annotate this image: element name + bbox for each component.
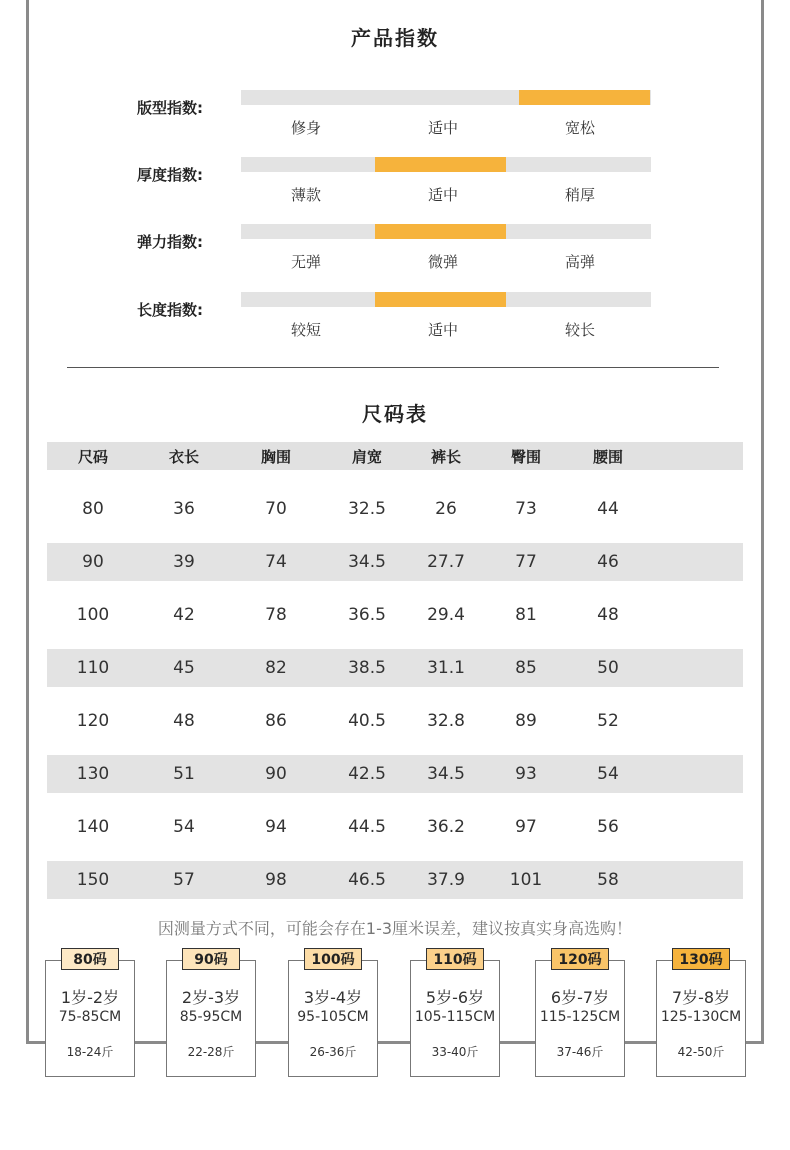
table-cell: 32.8 [427, 711, 465, 731]
table-cell: 36 [173, 499, 195, 519]
size-card-weight: 37-46斤 [556, 1045, 604, 1059]
size-card-age: 7岁-8岁 [671, 988, 731, 1007]
table-cell: 86 [265, 711, 287, 731]
table-cell: 58 [597, 870, 619, 890]
size-card-tag: 120码 [551, 948, 609, 970]
size-card-age: 2岁-3岁 [181, 988, 241, 1007]
measurement-note: 因测量方式不同，可能会存在1-3厘米误差，建议按真实身高选购！ [157, 919, 633, 938]
table-cell: 80 [82, 499, 104, 519]
index-option-label: 宽松 [564, 119, 595, 137]
size-card-tag: 110码 [426, 948, 484, 970]
size-card [45, 960, 135, 1077]
table-cell: 45 [173, 658, 195, 678]
size-card-age: 3岁-4岁 [303, 988, 363, 1007]
table-cell: 82 [265, 658, 287, 678]
table-cell: 36.2 [427, 817, 465, 837]
table-header-cell: 肩宽 [351, 447, 382, 466]
table-cell: 54 [173, 817, 195, 837]
size-card [166, 960, 256, 1077]
table-cell: 74 [265, 552, 287, 572]
size-card-height: 75-85CM [58, 1009, 122, 1025]
size-card-height: 95-105CM [297, 1009, 369, 1025]
table-cell: 140 [76, 817, 110, 837]
table-cell: 57 [173, 870, 195, 890]
size-card [656, 960, 746, 1077]
size-table-header [47, 442, 743, 470]
index-option-label: 高弹 [564, 253, 595, 271]
table-cell: 40.5 [348, 711, 386, 731]
index-option-label: 无弹 [290, 253, 321, 271]
table-cell: 48 [597, 605, 619, 625]
index-label: 弹力指数: [137, 233, 203, 251]
index-option-label: 适中 [427, 186, 458, 204]
index-option-label: 薄款 [290, 186, 321, 204]
index-option-label: 微弹 [427, 253, 458, 271]
table-cell: 26 [435, 499, 457, 519]
table-row [47, 702, 743, 740]
index-bar-highlight [375, 157, 506, 172]
table-row [47, 596, 743, 634]
table-cell: 51 [173, 764, 195, 784]
size-card-tag: 90码 [182, 948, 240, 970]
size-card-age: 5岁-6岁 [425, 988, 485, 1007]
table-cell: 34.5 [348, 552, 386, 572]
index-bar-highlight [519, 90, 650, 105]
table-cell: 46 [597, 552, 619, 572]
size-card-weight: 18-24斤 [66, 1045, 114, 1059]
table-cell: 44 [597, 499, 619, 519]
table-cell: 54 [597, 764, 619, 784]
table-row [47, 490, 743, 528]
size-card-tag: 80码 [61, 948, 119, 970]
index-option-label: 适中 [427, 321, 458, 339]
size-card-tag: 100码 [304, 948, 362, 970]
size-card-height: 105-115CM [414, 1009, 496, 1025]
table-cell: 150 [76, 870, 110, 890]
table-cell: 97 [515, 817, 537, 837]
table-cell: 44.5 [348, 817, 386, 837]
table-header-cell: 尺码 [77, 447, 108, 466]
size-card-height: 85-95CM [179, 1009, 243, 1025]
size-card-weight: 26-36斤 [309, 1045, 357, 1059]
table-header-cell: 衣长 [168, 447, 199, 466]
table-cell: 85 [515, 658, 537, 678]
table-cell: 39 [173, 552, 195, 572]
table-cell: 77 [515, 552, 537, 572]
index-option-label: 适中 [427, 119, 458, 137]
table-header-cell: 胸围 [260, 447, 291, 466]
index-label: 长度指数: [137, 301, 203, 319]
table-header-cell: 腰围 [592, 447, 623, 466]
table-cell: 37.9 [427, 870, 465, 890]
table-cell: 46.5 [348, 870, 386, 890]
table-cell: 90 [82, 552, 104, 572]
frame-bottom-border [26, 1041, 764, 1044]
size-card-weight: 22-28斤 [187, 1045, 235, 1059]
table-cell: 42 [173, 605, 195, 625]
table-cell: 42.5 [348, 764, 386, 784]
table-row [47, 543, 743, 581]
index-bar [241, 157, 651, 172]
index-row [0, 157, 790, 217]
index-option-label: 修身 [290, 119, 321, 137]
index-bar [241, 90, 651, 105]
index-label: 版型指数: [137, 99, 203, 117]
table-cell: 34.5 [427, 764, 465, 784]
size-card [288, 960, 378, 1077]
section-divider [67, 367, 719, 368]
table-row [47, 649, 743, 687]
index-option-label: 较长 [564, 321, 595, 339]
size-card-tag: 130码 [672, 948, 730, 970]
size-card-height: 115-125CM [539, 1009, 621, 1025]
index-bar-highlight [375, 292, 506, 307]
table-cell: 73 [515, 499, 537, 519]
table-row [47, 861, 743, 899]
table-cell: 50 [597, 658, 619, 678]
table-header-cell: 臀围 [510, 447, 541, 466]
table-cell: 31.1 [427, 658, 465, 678]
table-row [47, 808, 743, 846]
size-card-weight: 33-40斤 [431, 1045, 479, 1059]
product-index-title: 产品指数 [351, 26, 439, 50]
table-row [47, 755, 743, 793]
size-card-age: 6岁-7岁 [550, 988, 610, 1007]
table-cell: 100 [76, 605, 110, 625]
index-bar [241, 224, 651, 239]
table-cell: 27.7 [427, 552, 465, 572]
table-header-cell: 裤长 [430, 447, 461, 466]
table-cell: 48 [173, 711, 195, 731]
index-row [0, 292, 790, 352]
index-option-label: 较短 [290, 321, 321, 339]
table-cell: 70 [265, 499, 287, 519]
table-cell: 90 [265, 764, 287, 784]
table-cell: 110 [76, 658, 110, 678]
table-cell: 32.5 [348, 499, 386, 519]
size-card-weight: 42-50斤 [677, 1045, 725, 1059]
size-card [535, 960, 625, 1077]
table-cell: 101 [509, 870, 543, 890]
size-card-height: 125-130CM [660, 1009, 742, 1025]
table-cell: 36.5 [348, 605, 386, 625]
index-row [0, 90, 790, 150]
size-card-age: 1岁-2岁 [60, 988, 120, 1007]
table-cell: 81 [515, 605, 537, 625]
index-option-label: 稍厚 [564, 186, 595, 204]
table-cell: 98 [265, 870, 287, 890]
index-bar-highlight [375, 224, 506, 239]
index-row [0, 224, 790, 284]
table-cell: 89 [515, 711, 537, 731]
table-cell: 52 [597, 711, 619, 731]
index-label: 厚度指数: [137, 166, 203, 184]
table-cell: 120 [76, 711, 110, 731]
table-cell: 56 [597, 817, 619, 837]
table-cell: 38.5 [348, 658, 386, 678]
table-cell: 130 [76, 764, 110, 784]
size-card [410, 960, 500, 1077]
index-bar [241, 292, 651, 307]
table-cell: 29.4 [427, 605, 465, 625]
table-cell: 94 [265, 817, 287, 837]
table-cell: 78 [265, 605, 287, 625]
size-table-title: 尺码表 [362, 402, 428, 426]
table-cell: 93 [515, 764, 537, 784]
